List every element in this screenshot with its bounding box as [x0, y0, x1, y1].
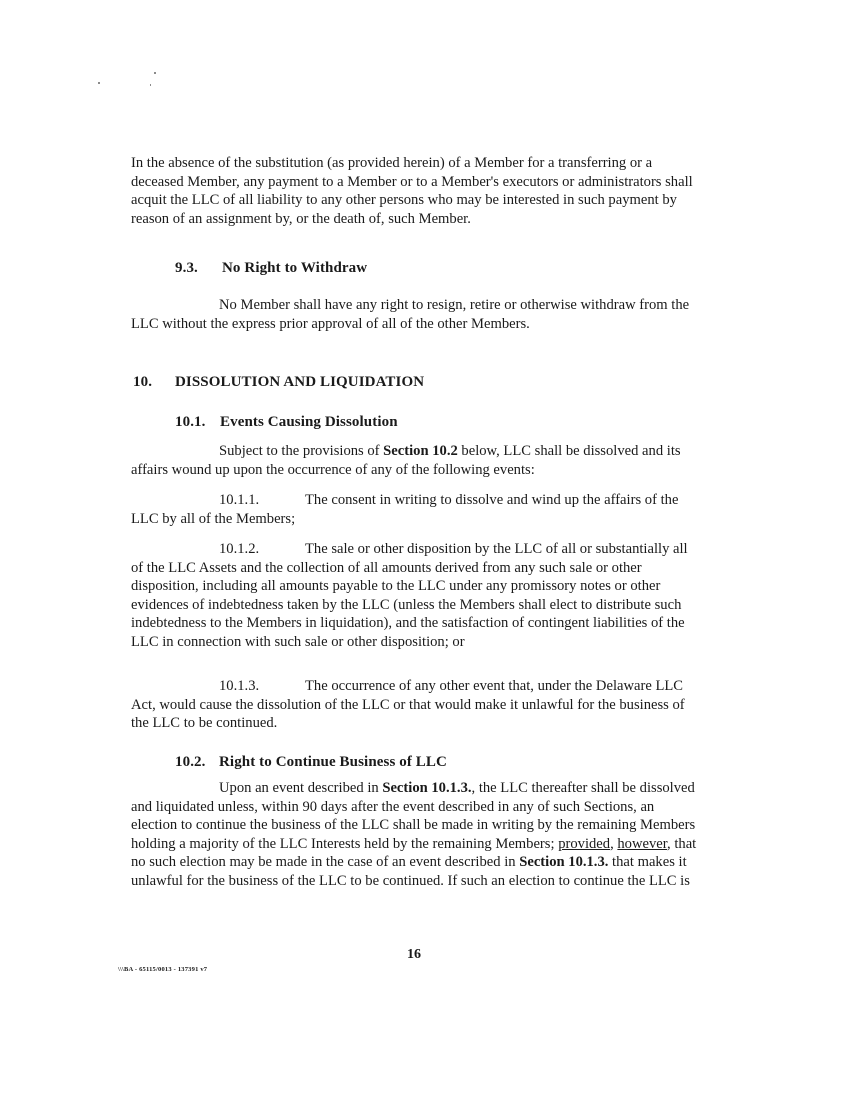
section-10-1-body-post: below, LLC shall be dissolved and its affairs wound up upon the occurrence of any of the following events:	[131, 443, 681, 478]
section-10-1-heading	[175, 414, 398, 431]
section-10-1-3-text: The occurrence of any other event that, under the Delaware LLC Act, would cause the dissolution of the LLC or that would make it unlawful for the business of the LLC to be continued.	[131, 678, 685, 732]
scan-speck	[98, 82, 100, 84]
section-10-1-body-pre: Subject to the provisions of	[219, 443, 384, 459]
section-10-1-body-ref: Section 10.2	[383, 443, 458, 459]
section-9-3-heading	[175, 260, 367, 277]
section-10-2-heading	[175, 754, 447, 771]
section-10-2-text-2: , the LLC thereafter shall be dissolved and liquidated unless, within 90 days after the event described in any of such Sections, an election to continue the business of the LLC shall be made in writing by the remaining Members holding a majority of the LLC Interests held by the remaining Members;	[131, 780, 696, 852]
section-10-1-title: Events Causing Dissolution	[220, 414, 398, 430]
section-10-1-body	[131, 442, 697, 479]
section-10-2-number: 10.2.	[175, 754, 206, 770]
section-10-1-1-text: The consent in writing to dissolve and wind up the affairs of the LLC by all of the Members;	[131, 492, 679, 527]
section-9-3-body	[131, 296, 697, 333]
section-10-1-2-number: 10.1.2.	[219, 541, 260, 557]
section-10-2-comma: ,	[610, 835, 618, 852]
section-9-3-title: No Right to Withdraw	[222, 260, 368, 276]
page-number: 16	[407, 947, 421, 962]
section-10-1-2	[131, 540, 697, 652]
section-10-1-number: 10.1.	[175, 414, 206, 430]
section-10-1-3-number: 10.1.3.	[219, 678, 260, 694]
section-9-3-body-text: No Member shall have any right to resign, retire or otherwise withdraw from the LLC without the express prior approval of all of the other Members.	[131, 297, 690, 332]
section-9-3-number: 9.3.	[175, 260, 198, 276]
section-10-1-3	[131, 677, 697, 733]
section-10-2-ref-1: Section 10.1.3.	[382, 780, 472, 796]
document-reference: \\\BA - 65115/0013 - 137391 v7	[118, 966, 208, 973]
section-10-2-title: Right to Continue Business of LLC	[219, 754, 447, 770]
section-10-2-provided: provided	[558, 835, 611, 852]
intro-paragraph-text: In the absence of the substitution (as provided herein) of a Member for a transferring or a deceased Member, any payment to a Member or to a Member's executors or administrators shall acquit the LLC of all liability to any other persons who may be interested in such payment by reason of an assignment by, or the death of, such Member.	[131, 155, 693, 227]
section-10-2-ref-2: Section 10.1.3.	[519, 854, 609, 871]
section-10-1-1-number: 10.1.1.	[219, 492, 260, 508]
section-10-1-2-text: The sale or other disposition by the LLC of all or substantially all of the LLC Assets and the collection of all amounts derived from any such sale or other disposition, including all amounts payable to the LLC under any promissory notes or other evidences of indebtedness taken by the LLC (unless the Members shall elect to distribute such indebtedness to the Members in liquidation), and the satisfaction of contingent liabilities of the LLC in connection with such sale or other disposition; or	[131, 541, 688, 650]
section-10-2-text-3: , that no such election may be made in the case of an event described in	[131, 835, 697, 871]
section-10-2-body	[131, 779, 697, 891]
scan-speck	[154, 72, 156, 74]
section-10-2-text-1: Upon an event described in	[219, 780, 383, 796]
section-10-1-1	[131, 491, 697, 528]
section-10-2-however: however	[617, 835, 668, 852]
section-10-2-text-4: that makes it unlawful for the business of the LLC to be continued. If such an election to continue the LLC is	[131, 854, 690, 889]
section-10-number: 10.	[133, 374, 153, 390]
scan-speck	[150, 84, 151, 86]
section-10-heading	[133, 374, 424, 391]
intro-paragraph	[131, 154, 697, 228]
section-10-title: DISSOLUTION AND LIQUIDATION	[175, 374, 425, 390]
